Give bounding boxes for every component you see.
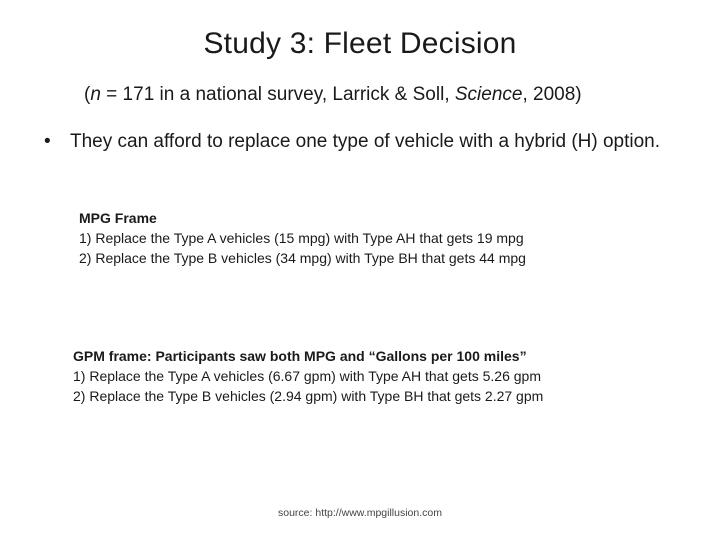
gpm-frame-item: 1) Replace the Type A vehicles (6.67 gpm) with Type AH that gets 5.26 gpm bbox=[73, 368, 541, 384]
mpg-frame-item: 1) Replace the Type A vehicles (15 mpg) with Type AH that gets 19 mpg bbox=[79, 230, 524, 246]
source-citation: source: http://www.mpgillusion.com bbox=[278, 507, 442, 519]
slide-title: Study 3: Fleet Decision bbox=[203, 27, 517, 60]
subtitle-journal: Science bbox=[454, 84, 523, 105]
bullet-icon: • bbox=[44, 131, 51, 152]
mpg-frame-item: 2) Replace the Type B vehicles (34 mpg) with Type BH that gets 44 mpg bbox=[79, 250, 526, 266]
gpm-frame-block bbox=[73, 346, 543, 406]
subtitle-middle: = 171 in a national survey, Larrick & Soll, bbox=[100, 84, 455, 105]
slide-subtitle bbox=[84, 82, 582, 108]
gpm-frame-heading: GPM frame: Participants saw both MPG and “Gallons per 100 miles” bbox=[73, 348, 527, 364]
bullet-point bbox=[44, 128, 674, 155]
gpm-frame-item: 2) Replace the Type B vehicles (2.94 gpm) with Type BH that gets 2.27 gpm bbox=[73, 388, 544, 404]
subtitle-open-paren: ( bbox=[84, 84, 91, 105]
subtitle-n-variable: n bbox=[90, 84, 101, 105]
mpg-frame-block bbox=[79, 208, 526, 268]
bullet-text: They can afford to replace one type of vehicle with a hybrid (H) option. bbox=[70, 131, 661, 152]
subtitle-end: , 2008) bbox=[522, 84, 582, 105]
mpg-frame-heading: MPG Frame bbox=[79, 210, 157, 226]
